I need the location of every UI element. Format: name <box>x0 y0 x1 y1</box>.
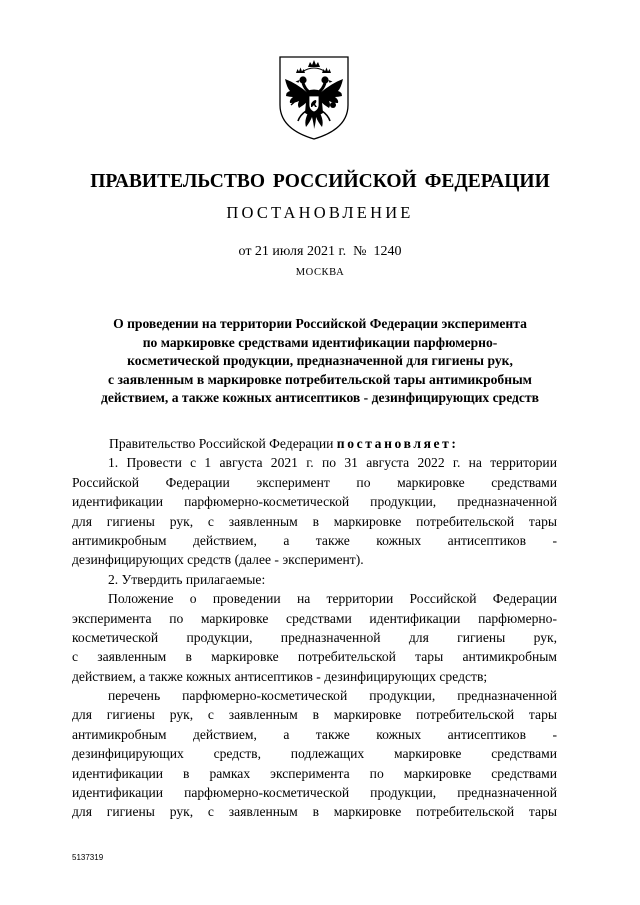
body-line: для гигиены рук, с заявленным в маркировке потребительской тары <box>72 804 557 820</box>
body-line: с заявленным в маркировке потребительской тары антимикробным <box>72 649 557 665</box>
body-line: антимикробным действием, а также кожных антисептиков - <box>72 532 557 548</box>
body-line: идентификации в рамках эксперимента по маркировке средствами <box>72 765 557 781</box>
body-line: 1. Провести с 1 августа 2021 г. по 31 августа 2022 г. на территории <box>108 455 557 471</box>
body-line: идентификации парфюмерно-косметической продукции, предназначенной <box>72 785 557 801</box>
government-title: ПРАВИТЕЛЬСТВО РОССИЙСКОЙ ФЕДЕРАЦИИ <box>90 171 550 192</box>
document-barcode-number: 5137319 <box>72 853 104 862</box>
intro-line <box>72 434 557 453</box>
body-line: антимикробным действием, а также кожных антисептиков - <box>72 726 557 742</box>
document-type: ПОСТАНОВЛЕНИЕ <box>226 203 414 222</box>
document-date-number: от 21 июля 2021 г. № 1240 <box>238 244 402 259</box>
intro-text: Правительство Российской Федерации <box>109 436 337 451</box>
body-line: эксперимента по маркировке средствами идентификации парфюмерно- <box>72 610 557 626</box>
heading-line: по маркировке средствами идентификации парфюмерно- <box>142 334 498 350</box>
body-line: для гигиены рук, с заявленным в маркировке потребительской тары <box>72 707 557 723</box>
document-city: МОСКВА <box>295 267 345 278</box>
document-heading <box>70 315 570 408</box>
body-line: Положение о проведении на территории Российской Федерации <box>108 591 557 607</box>
coat-of-arms-emblem <box>278 55 350 141</box>
body-line: идентификации парфюмерно-косметической продукции, предназначенной <box>72 494 557 510</box>
intro-verb: постановляет: <box>336 436 459 451</box>
heading-line: действием, а также кожных антисептиков - дезинфицирующих средств <box>101 390 539 406</box>
body-line: дезинфицирующих средств, подлежащих маркировке средствами <box>72 746 557 762</box>
body-line: дезинфицирующих средств (далее - эксперимент). <box>72 552 364 568</box>
body-line: для гигиены рук, с заявленным в маркировке потребительской тары <box>72 513 557 529</box>
body-line: косметической продукции, предназначенной для гигиены рук, <box>72 629 557 645</box>
body-line: Российской Федерации эксперимент по маркировке средствами <box>72 474 557 490</box>
heading-line: с заявленным в маркировке потребительской тары антимикробным <box>108 371 532 387</box>
body-line: перечень парфюмерно-косметической продукции, предназначенной <box>108 688 557 704</box>
body-line: действием, а также кожных антисептиков - дезинфицирующих средств; <box>72 668 488 684</box>
document-body <box>72 434 557 822</box>
heading-line: косметической продукции, предназначенной для гигиены рук, <box>127 353 513 369</box>
body-line: 2. Утвердить прилагаемые: <box>108 571 266 587</box>
heading-line: О проведении на территории Российской Федерации эксперимента <box>113 316 527 331</box>
